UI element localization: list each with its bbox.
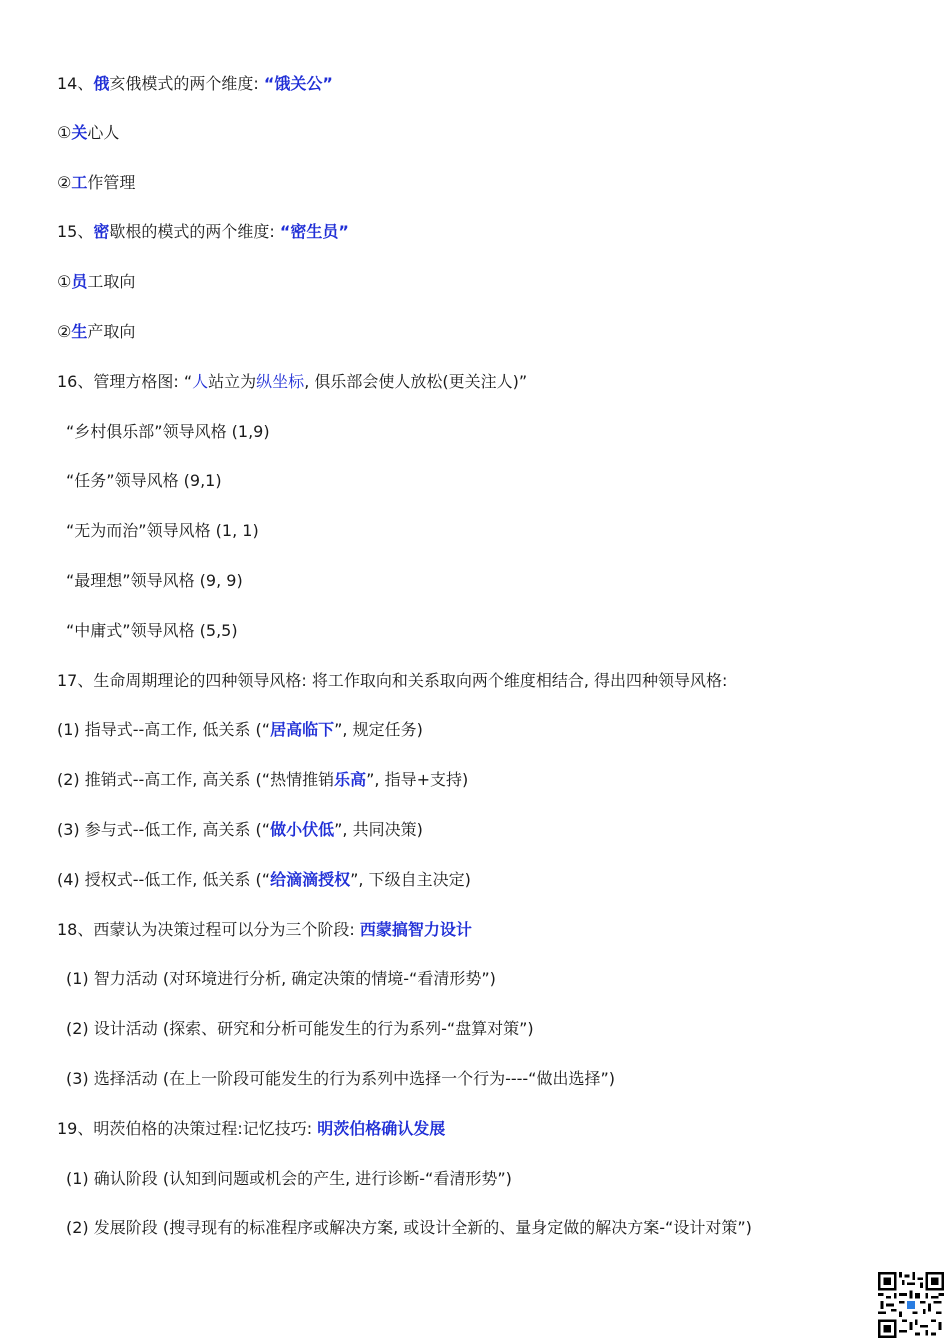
text-line bbox=[57, 866, 471, 894]
text-line bbox=[57, 268, 135, 296]
line-text: 歇根的模式的两个维度: bbox=[109, 222, 280, 241]
line-text: (3) 参与式--低工作, 高关系 (“ bbox=[57, 820, 271, 839]
text-line bbox=[66, 965, 496, 993]
text-line bbox=[57, 70, 333, 98]
text-line bbox=[66, 1015, 534, 1043]
line-text: 15、 bbox=[57, 222, 94, 241]
highlight-text: 居高临下 bbox=[270, 720, 335, 739]
text-line bbox=[57, 816, 423, 844]
text-line bbox=[57, 119, 119, 147]
line-text: 亥俄模式的两个维度: bbox=[109, 74, 264, 93]
line-text: (1) 指导式--高工作, 低关系 (“ bbox=[57, 720, 271, 739]
highlight-text: “饿关公” bbox=[263, 74, 333, 93]
text-line bbox=[57, 667, 727, 695]
text-line bbox=[66, 418, 270, 446]
text-line bbox=[57, 368, 527, 396]
line-text: ”, 规定任务) bbox=[334, 720, 423, 739]
highlight-text: “密生员” bbox=[279, 222, 349, 241]
line-text: 17、生命周期理论的四种领导风格: 将工作取向和关系取向两个维度相结合, 得出四种领导风格: bbox=[57, 671, 728, 690]
text-line bbox=[66, 517, 259, 545]
text-line bbox=[66, 617, 238, 645]
line-text: (4) 授权式--低工作, 低关系 (“ bbox=[57, 870, 271, 889]
line-text: (1) 智力活动 (对环境进行分析, 确定决策的情境-“看清形势”) bbox=[66, 969, 496, 988]
qr-code-icon bbox=[878, 1272, 944, 1338]
text-line bbox=[66, 567, 243, 595]
text-line bbox=[57, 766, 468, 794]
text-line bbox=[57, 169, 135, 197]
line-text: “无为而治”领导风格 (1, 1) bbox=[66, 521, 259, 540]
highlight-text: 人 bbox=[192, 372, 209, 391]
highlight-text: 生 bbox=[71, 322, 88, 341]
text-line bbox=[66, 1214, 752, 1242]
line-text: “乡村俱乐部”领导风格 (1,9) bbox=[66, 422, 270, 441]
text-line bbox=[57, 916, 472, 944]
line-text: 16、管理方格图: “ bbox=[57, 372, 193, 391]
line-text: ② bbox=[57, 173, 72, 192]
line-text: (2) 设计活动 (探索、研究和分析可能发生的行为系列-“盘算对策”) bbox=[66, 1019, 534, 1038]
line-text: ”, 共同决策) bbox=[334, 820, 423, 839]
line-text: (1) 确认阶段 (认知到问题或机会的产生, 进行诊断-“看清形势”) bbox=[66, 1169, 512, 1188]
line-text: ”, 下级自主决定) bbox=[350, 870, 471, 889]
highlight-text: 西蒙搞智力设计 bbox=[359, 920, 472, 939]
text-line bbox=[57, 318, 135, 346]
highlight-text: 俄 bbox=[93, 74, 110, 93]
text-line bbox=[57, 1115, 445, 1143]
highlight-text: 给滴滴授权 bbox=[270, 870, 351, 889]
highlight-text: 员 bbox=[71, 272, 88, 291]
highlight-text: 关 bbox=[71, 123, 88, 142]
highlight-text: 密 bbox=[93, 222, 110, 241]
text-line bbox=[66, 467, 222, 495]
line-text: 14、 bbox=[57, 74, 94, 93]
line-text: , 俱乐部会使人放松(更关注人)” bbox=[304, 372, 528, 391]
line-text: 站立为 bbox=[208, 372, 257, 391]
line-text: 19、明茨伯格的决策过程:记忆技巧: bbox=[57, 1119, 318, 1138]
text-line bbox=[57, 218, 349, 246]
highlight-text: 纵坐标 bbox=[256, 372, 305, 391]
line-text: “中庸式”领导风格 (5,5) bbox=[66, 621, 238, 640]
line-text: 产取向 bbox=[87, 322, 136, 341]
highlight-text: 工 bbox=[71, 173, 88, 192]
highlight-text: 做小伏低 bbox=[270, 820, 335, 839]
line-text: 18、西蒙认为决策过程可以分为三个阶段: bbox=[57, 920, 360, 939]
line-text: 作管理 bbox=[87, 173, 136, 192]
line-text: “任务”领导风格 (9,1) bbox=[66, 471, 222, 490]
line-text: (2) 推销式--高工作, 高关系 (“热情推销 bbox=[57, 770, 335, 789]
highlight-text: 明茨伯格确认发展 bbox=[317, 1119, 446, 1138]
line-text: ”, 指导+支持) bbox=[366, 770, 469, 789]
line-text: 心人 bbox=[87, 123, 120, 142]
line-text: 工取向 bbox=[87, 272, 136, 291]
highlight-text: 乐高 bbox=[334, 770, 367, 789]
line-text: (2) 发展阶段 (搜寻现有的标准程序或解决方案, 或设计全新的、量身定做的解决方案-“设计对策”) bbox=[66, 1218, 752, 1237]
text-line bbox=[66, 1165, 512, 1193]
line-text: “最理想”领导风格 (9, 9) bbox=[66, 571, 243, 590]
text-line bbox=[57, 716, 423, 744]
line-text: ① bbox=[57, 272, 72, 291]
line-text: ① bbox=[57, 123, 72, 142]
line-text: (3) 选择活动 (在上一阶段可能发生的行为系列中选择一个行为----“做出选择”) bbox=[66, 1069, 615, 1088]
text-line bbox=[66, 1065, 615, 1093]
line-text: ② bbox=[57, 322, 72, 341]
